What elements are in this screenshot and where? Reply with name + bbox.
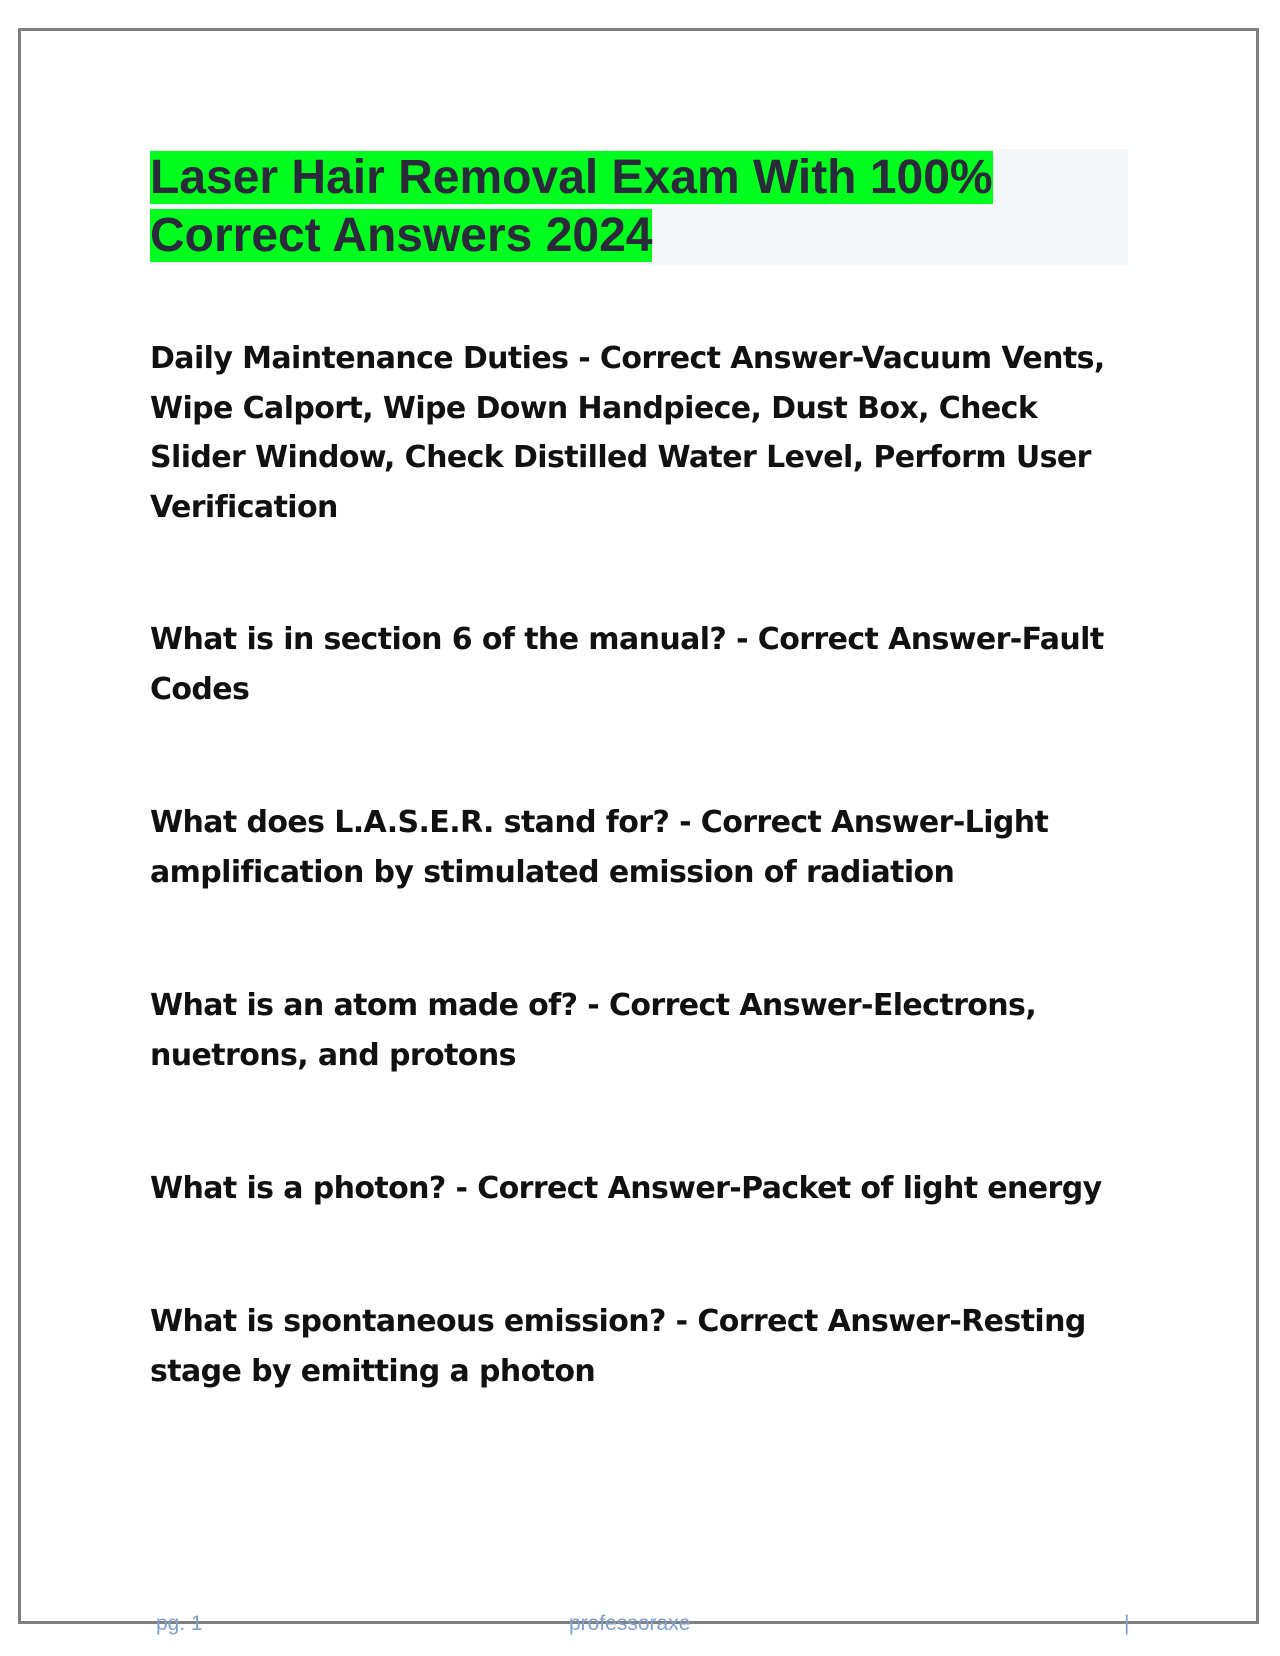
qa-item-section-6: What is in section 6 of the manual? - Correct Answer-Fault Codes <box>150 622 1104 707</box>
qa-item-maintenance: Daily Maintenance Duties - Correct Answer-Vacuum Vents, Wipe Calport, Wipe Down Handpiece, Dust Box, Check Slider Window, Check Distilled Water Level, Perform User Verification <box>150 341 1105 525</box>
footer-right-mark: | <box>1124 1612 1130 1635</box>
title-block <box>150 149 1128 265</box>
qa-item-laser-acronym: What does L.A.S.E.R. stand for? - Correct Answer-Light amplification by stimulated emission of radiation <box>150 805 1049 890</box>
footer-page-number: pg. 1 <box>156 1612 203 1635</box>
title-line-2: Correct Answers 2024 <box>150 209 653 262</box>
title-line-1: Laser Hair Removal Exam With 100% <box>150 151 993 204</box>
footer-author: professoraxe <box>569 1612 691 1635</box>
qa-item-photon: What is a photon? - Correct Answer-Packet of light energy <box>150 1171 1102 1206</box>
qa-item-spontaneous-emission: What is spontaneous emission? - Correct Answer-Resting stage by emitting a photon <box>150 1304 1086 1389</box>
qa-item-atom: What is an atom made of? - Correct Answer-Electrons, nuetrons, and protons <box>150 988 1037 1073</box>
document-title <box>150 149 1128 265</box>
